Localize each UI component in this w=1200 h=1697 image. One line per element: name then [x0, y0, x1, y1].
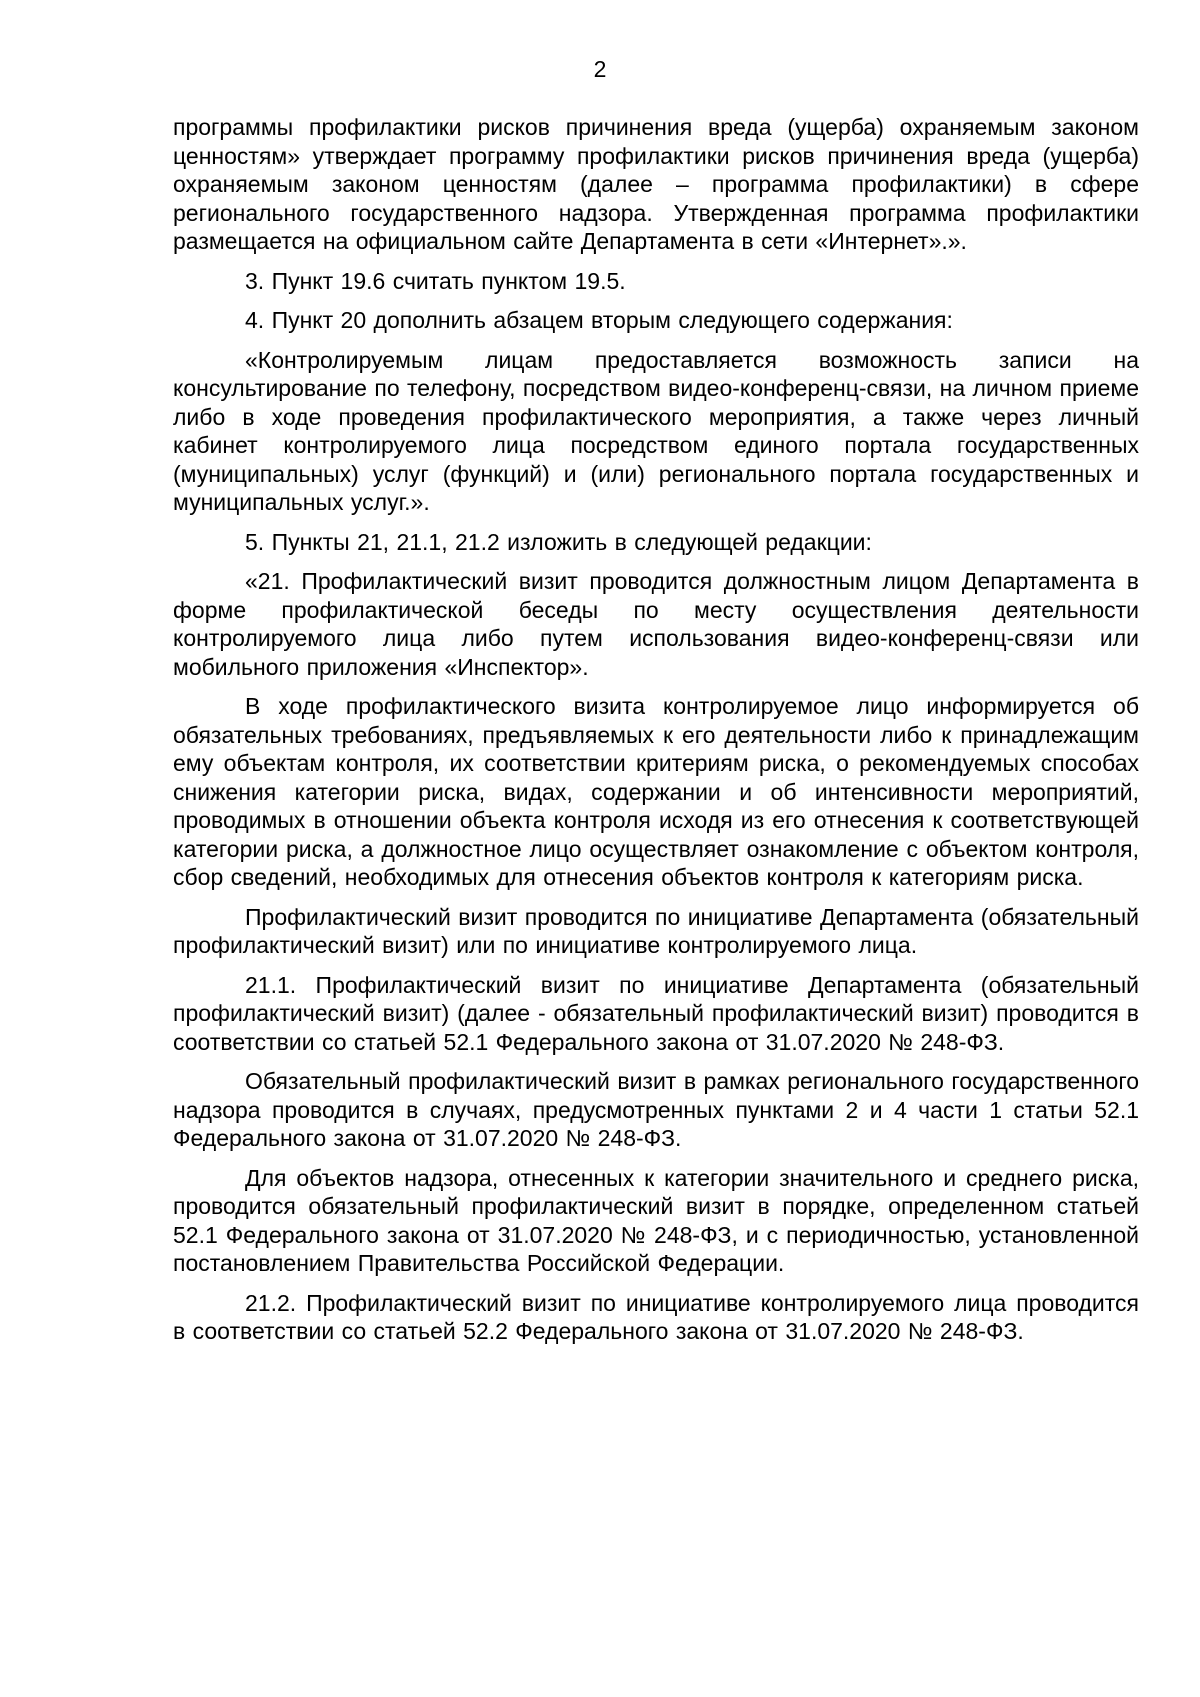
paragraph-item-5: 5. Пункты 21, 21.1, 21.2 изложить в следующей редакции:: [245, 528, 872, 555]
paragraph-quote-consultation: «Контролируемым лицам предоставляется возможность записи на консультирование по телефону, посредством видео-конференц-связи, на личном приеме либо в ходе проведения профилактического мероприятия, а также через личный кабинет контролируемого лица посредством единого портала государственных (муниципальных) услуг (функций) и (или) регионального портала государственных и муниципальных услуг.».: [173, 346, 1139, 515]
paragraph-mandatory-visit-cases: Обязательный профилактический визит в рамках регионального государственного надзора проводится в случаях, предусмотренных пунктами 2 и 4 части 1 статьи 52.1 Федерального закона от 31.07.2020 № 248-ФЗ.: [173, 1068, 1139, 1151]
paragraph-risk-categories: Для объектов надзора, отнесенных к категории значительного и среднего риска, проводится обязательный профилактический визит в порядке, определенном статьей 52.1 Федерального закона от 31.07.2020 № 248-ФЗ, и с периодичностью, установленной постановлением Правительства Российской Федерации.: [173, 1164, 1139, 1276]
paragraph-continuation: программы профилактики рисков причинения вреда (ущерба) охраняемым законом ценностям» утверждает программу профилактики рисков причинения вреда (ущерба) охраняемым законом ценностям (далее – программа профилактики) в сфере регионального государственного надзора. Утвержденная программа профилактики размещается на официальном сайте Департамента в сети «Интернет».».: [173, 114, 1139, 254]
page-number: 2: [593, 56, 607, 82]
paragraph-visit-initiative: Профилактический визит проводится по инициативе Департамента (обязательный профилактический визит) или по инициативе контролируемого лица.: [173, 903, 1139, 958]
paragraph-visit-information: В ходе профилактического визита контролируемое лицо информируется об обязательных требованиях, предъявляемых к его деятельности либо к принадлежащим ему объектам контроля, их соответствии критериям риска, о рекомендуемых способах снижения категории риска, видах, содержании и об интенсивности мероприятий, проводимых в отношении объекта контроля исходя из его отнесения к соответствующей категории риска, а должностное лицо осуществляет ознакомление с объектом контроля, сбор сведений, необходимых для отнесения объектов контроля к категориям риска.: [173, 693, 1139, 890]
paragraph-clause-21-2: 21.2. Профилактический визит по инициативе контролируемого лица проводится в соответствии со статьей 52.2 Федерального закона от 31.07.2020 № 248-ФЗ.: [173, 1289, 1139, 1344]
paragraph-item-4: 4. Пункт 20 дополнить абзацем вторым следующего содержания:: [245, 307, 953, 333]
paragraph-clause-21: «21. Профилактический визит проводится должностным лицом Департамента в форме профилактической беседы по месту осуществления деятельности контролируемого лица либо путем использования видео-конференц-связи или мобильного приложения «Инспектор».: [173, 568, 1139, 680]
paragraph-clause-21-1: 21.1. Профилактический визит по инициативе Департамента (обязательный профилактический визит) (далее - обязательный профилактический визит) проводится в соответствии со статьей 52.1 Федерального закона от 31.07.2020 № 248-ФЗ.: [173, 971, 1139, 1055]
paragraph-item-3: 3. Пункт 19.6 считать пунктом 19.5.: [245, 267, 626, 294]
document-body: [173, 113, 1139, 1357]
